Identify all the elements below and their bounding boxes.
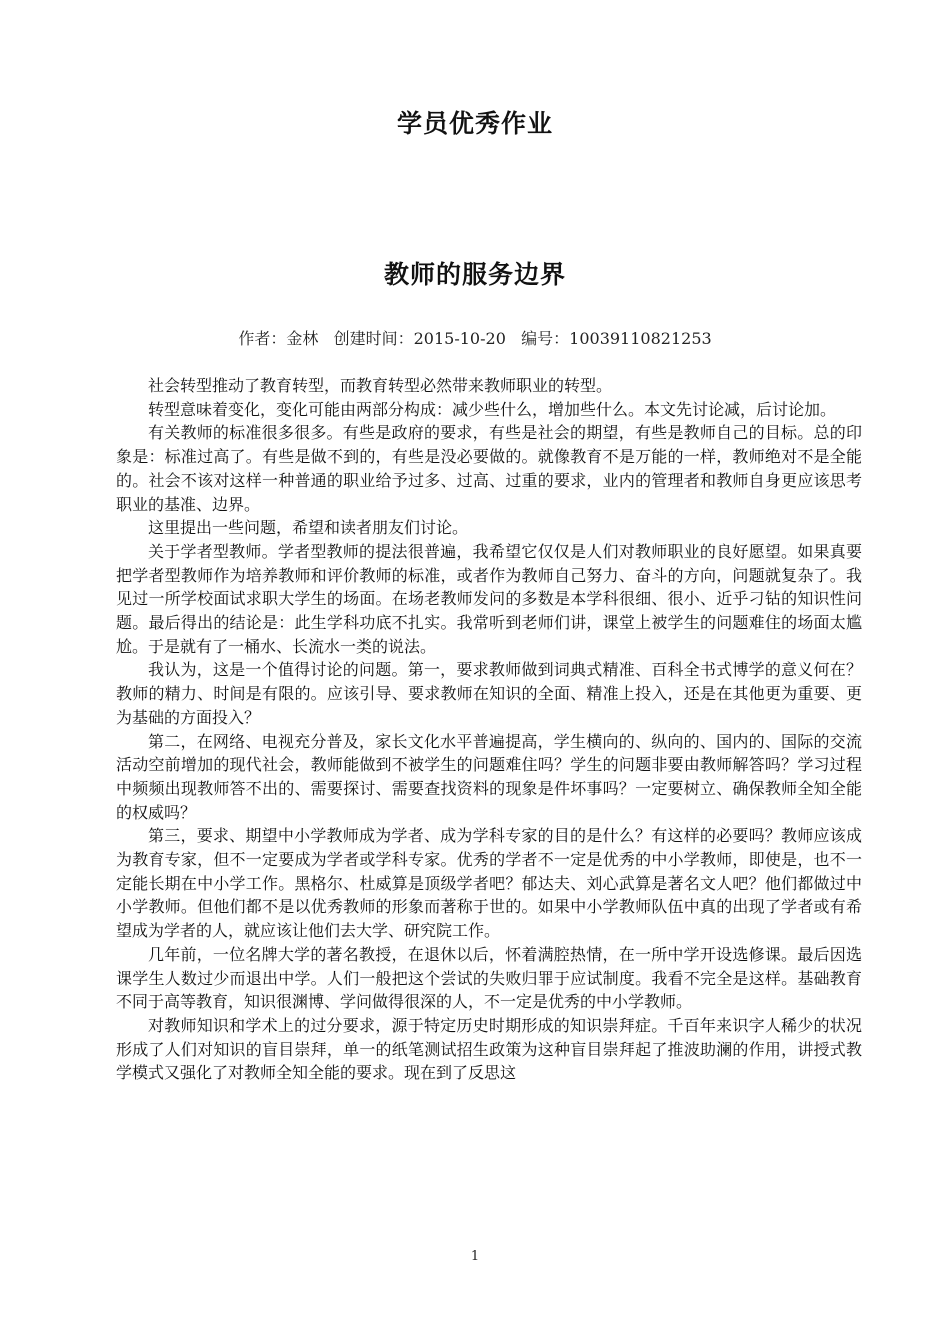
document-body <box>116 374 862 1085</box>
paragraph: 转型意味着变化，变化可能由两部分构成：减少些什么，增加些什么。本文先讨论减，后讨论加。 <box>148 399 837 419</box>
author-label: 作者： <box>238 329 287 348</box>
paragraph: 第三，要求、期望中小学教师成为学者、成为学科专家的目的是什么？有这样的必要吗？教师应该成为教育专家，但不一定要成为学者或学科专家。优秀的学者不一定是优秀的中小学教师，即使是，也不一定能长期在中小学工作。黑格尔、杜威算是顶级学者吧？郁达夫、刘心武算是著名文人吧？他们都做过中小学教师。但他们都不是以优秀教师的形象而著称于世的。如果中小学教师队伍中真的出现了学者或有希望成为学者的人，就应该让他们去大学、研究院工作。 <box>116 826 862 941</box>
paragraph: 对教师知识和学术上的过分要求，源于特定历史时期形成的知识崇拜症。千百年来识字人稀少的状况形成了人们对知识的盲目崇拜，单一的纸笔测试招生政策为这种盲目崇拜起了推波助澜的作用，讲授式教学模式又强化了对教师全知全能的要求。现在到了反思这 <box>116 1015 862 1083</box>
header-title: 学员优秀作业 <box>396 109 553 138</box>
document-number: 10039110821253 <box>569 329 712 348</box>
paragraph: 这里提出一些问题，希望和读者朋友们讨论。 <box>148 518 469 538</box>
document-title: 教师的服务边界 <box>383 260 566 289</box>
paragraph: 社会转型推动了教育转型，而教育转型必然带来教师职业的转型。 <box>148 376 613 395</box>
author-name: 金林 <box>286 329 319 348</box>
paragraph: 关于学者型教师。学者型教师的提法很普遍，我希望它仅仅是人们对教师职业的良好愿望。如果真要把学者型教师作为培养教师和评价教师的标准，或者作为教师自己努力、奋斗的方向，问题就复杂了。我见过一所学校面试求职大学生的场面。在场老教师发问的多数是本学科很细、很小、近乎刁钻的知识性问题。最后得出的结论是：此生学科功底不扎实。我常听到老师们讲，课堂上被学生的问题难住的场面太尴尬。于是就有了一桶水、长流水一类的说法。 <box>116 541 862 656</box>
number-label: 编号： <box>521 329 570 348</box>
paragraph: 我认为，这是一个值得讨论的问题。第一，要求教师做到词典式精准、百科全书式博学的意义何在？教师的精力、时间是有限的。应该引导、要求教师在知识的全面、精准上投入，还是在其他更为重要、更为基础的方面投入？ <box>116 660 862 727</box>
paragraph: 几年前，一位名牌大学的著名教授，在退休以后，怀着满腔热情，在一所中学开设选修课。最后因选课学生人数过少而退出中学。人们一般把这个尝试的失败归罪于应试制度。我看不完全是这样。基础教育不同于高等教育，知识很渊博、学问做得很深的人，不一定是优秀的中小学教师。 <box>116 944 862 1012</box>
document-meta <box>0 326 950 349</box>
page-number: 1 <box>470 1249 480 1264</box>
paragraph: 有关教师的标准很多很多。有些是政府的要求，有些是社会的期望，有些是教师自己的目标。总的印象是：标准过高了。有些是做不到的，有些是没必要做的。就像教育不是万能的一样，教师绝对不是全能的。社会不该对这样一种普通的职业给予过多、过高、过重的要求，业内的管理者和教师自身更应该思考职业的基准、边界。 <box>116 423 862 514</box>
paragraph: 第二，在网络、电视充分普及，家长文化水平普遍提高，学生横向的、纵向的、国内的、国际的交流活动空前增加的现代社会，教师能做到不被学生的问题难住吗？学生的问题非要由教师解答吗？学习过程中频频出现教师答不出的、需要探讨、需要查找资料的现象是件坏事吗？一定要树立、确保教师全知全能的权威吗？ <box>116 731 862 822</box>
created-date: 2015-10-20 <box>413 329 506 348</box>
created-label: 创建时间： <box>333 329 414 348</box>
